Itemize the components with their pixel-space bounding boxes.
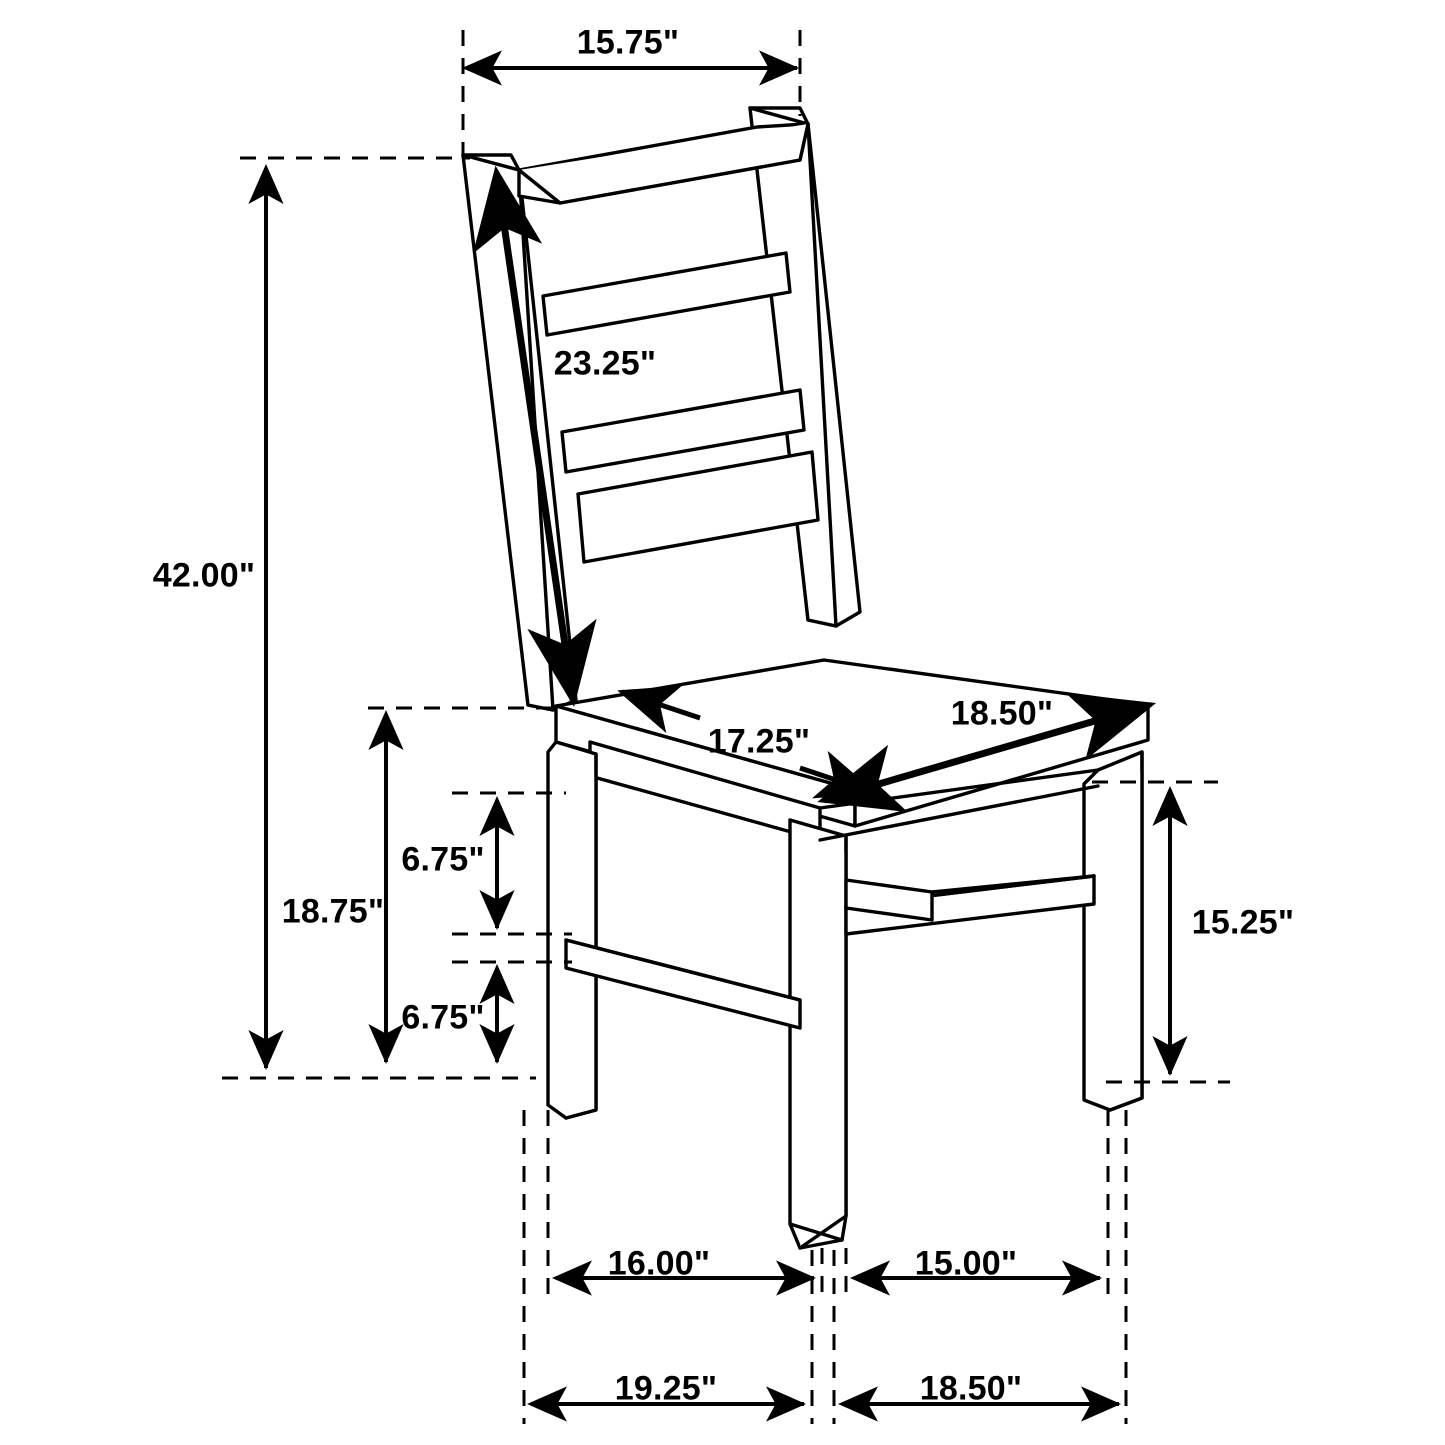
dimension-label-seat-width: 18.50" [950,694,1054,733]
dimension-label-overall-width: 18.50" [919,1369,1023,1408]
dimension-label-front-leg-span: 16.00" [607,1244,711,1283]
dimension-label-overall-depth: 19.25" [614,1369,718,1408]
dimension-label-back-height: 23.25" [553,344,657,383]
dimension-label-lower-stretcher: 6.75" [401,998,485,1037]
dimension-label-side-apron-height: 15.25" [1191,903,1295,942]
dimension-label-back-width: 15.75" [576,23,680,62]
dimension-label-upper-stretcher: 6.75" [401,840,485,879]
dimension-label-overall-height: 42.00" [152,556,256,595]
dimension-label-seat-height: 18.75" [281,892,385,931]
dimension-label-side-leg-span: 15.00" [914,1244,1018,1283]
chair-body [463,108,1148,1248]
dimension-label-seat-depth: 17.25" [707,722,811,761]
